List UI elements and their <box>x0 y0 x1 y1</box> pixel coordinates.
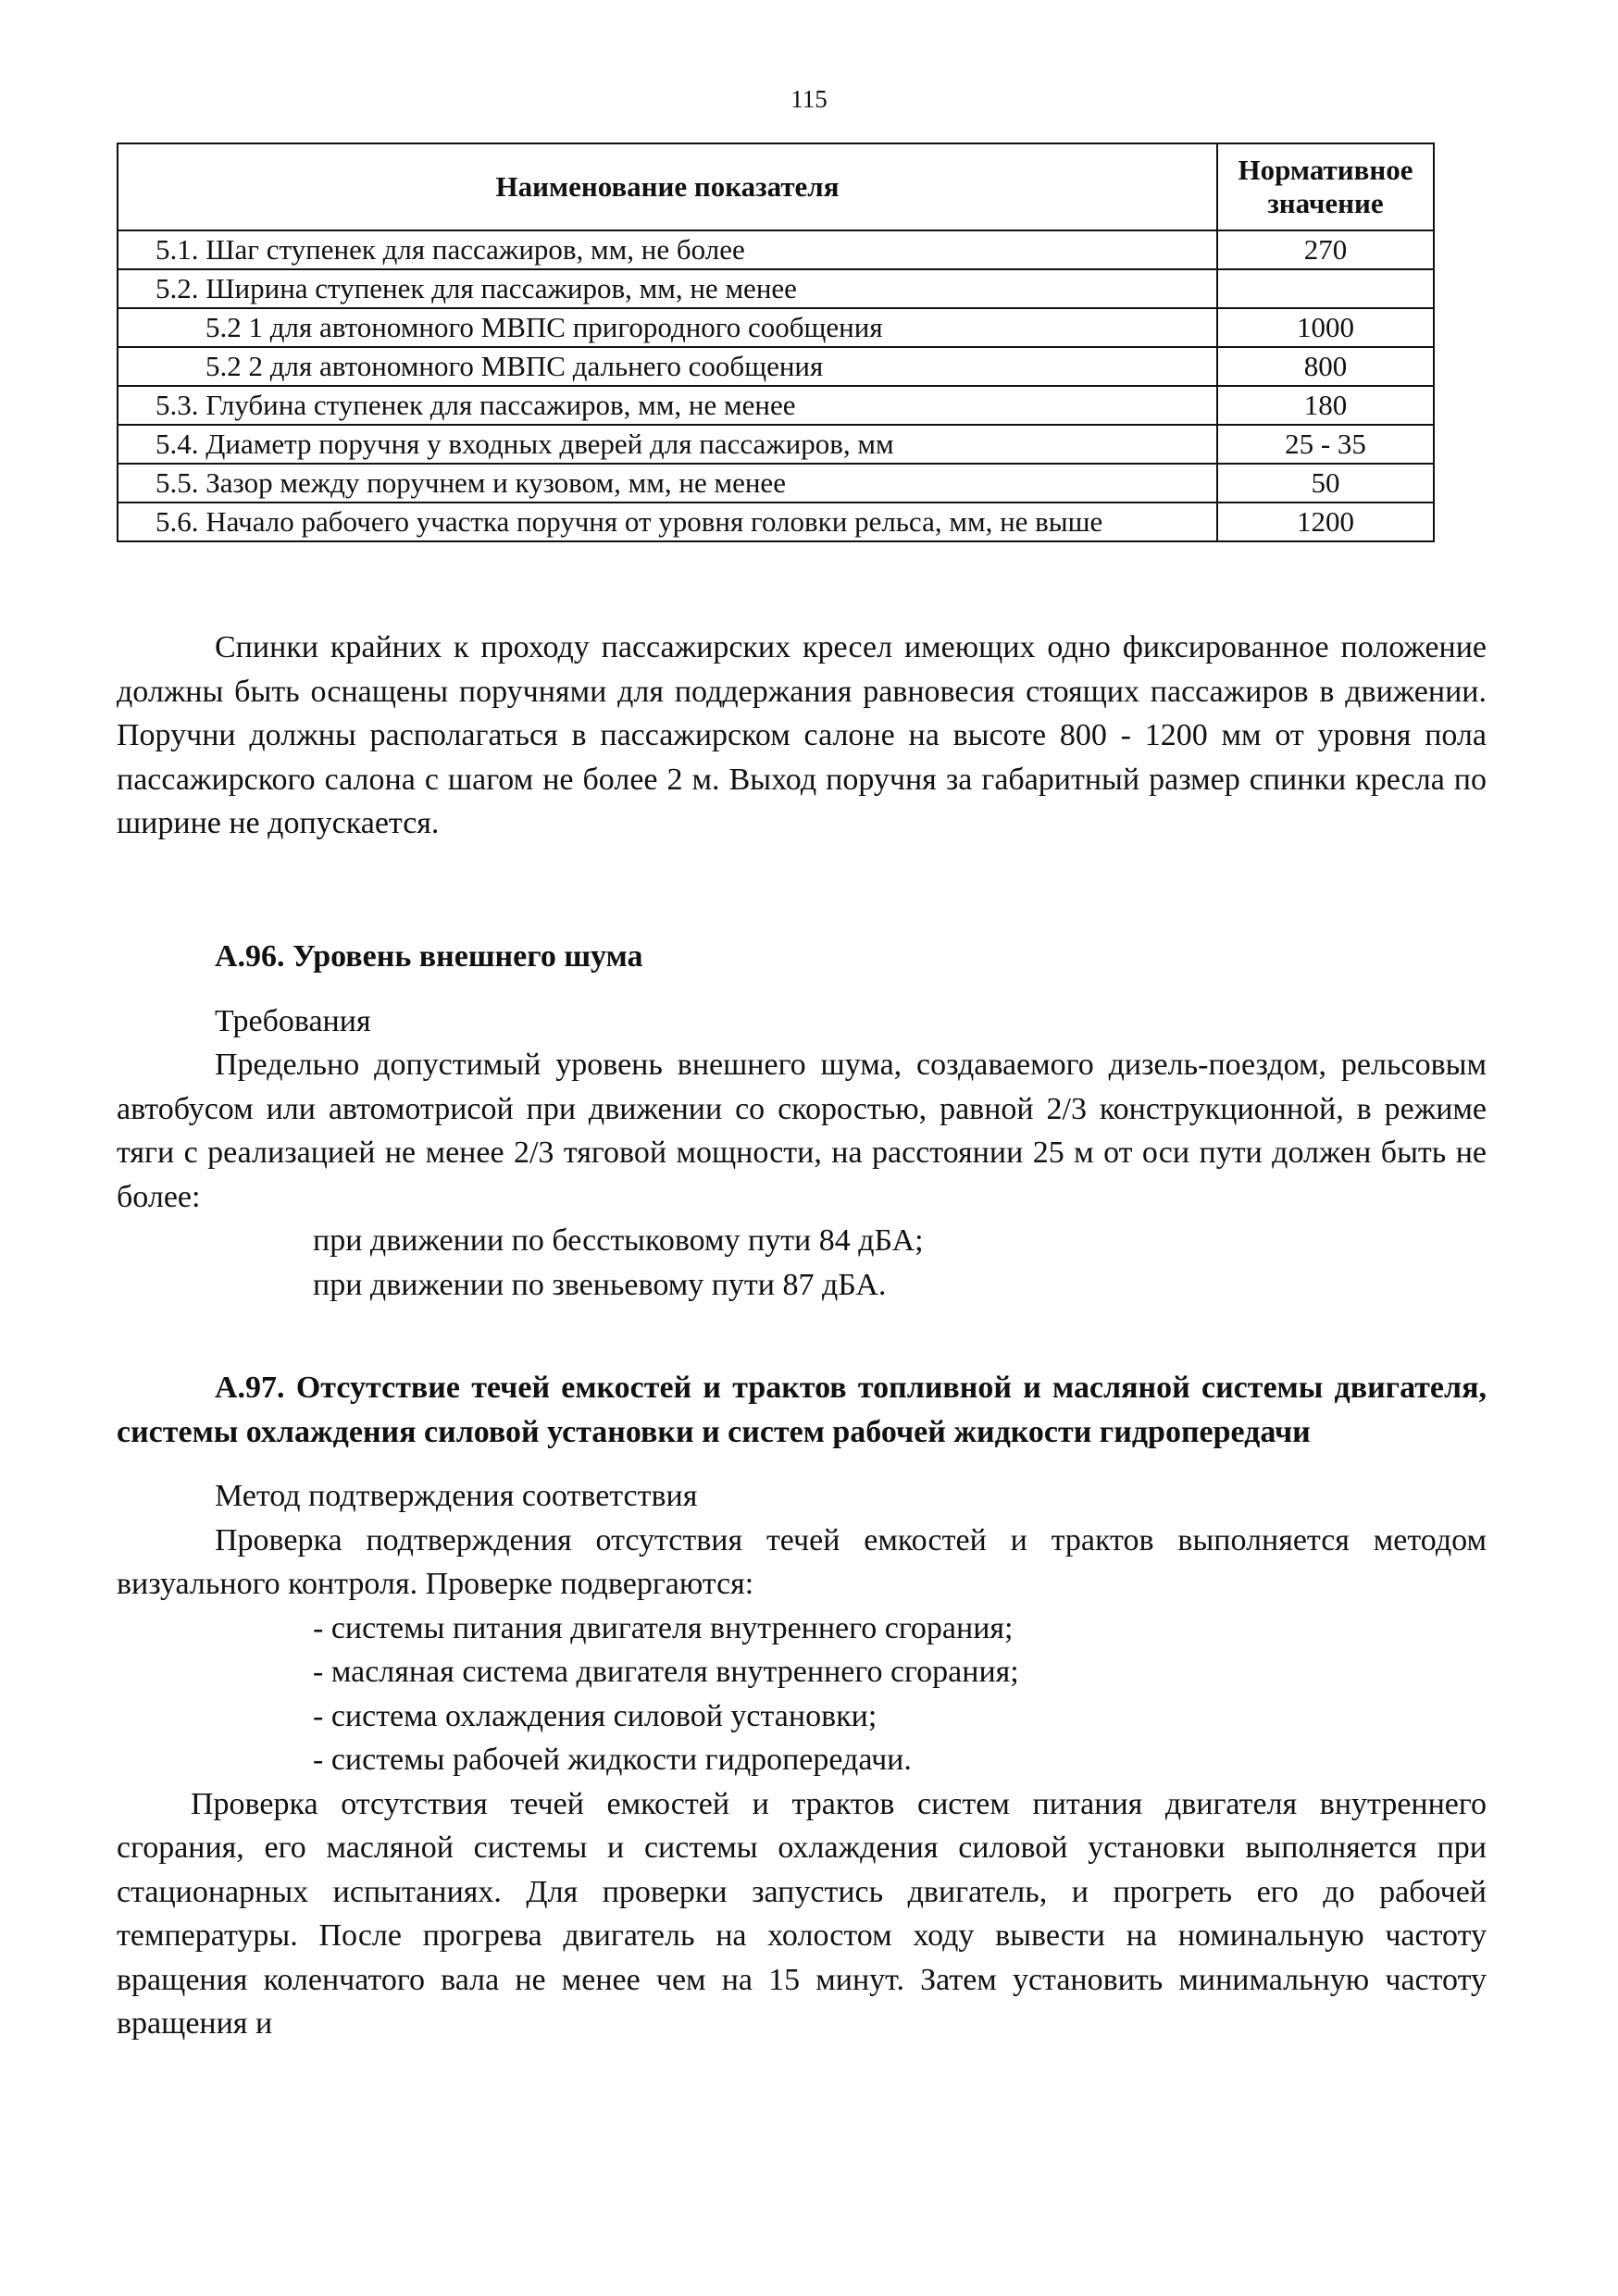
table-cell-name: 5.2 2 для автономного МВПС дальнего сообщения <box>118 347 1217 386</box>
page-number: 115 <box>790 85 828 113</box>
table-row <box>118 269 1434 308</box>
table-cell-value: 1000 <box>1217 308 1434 347</box>
table-cell-name: 5.4. Диаметр поручня у входных дверей для пассажиров, мм <box>118 425 1217 464</box>
table-cell-value: 1200 <box>1217 503 1434 541</box>
list-item: при движении по бесстыковому пути 84 дБА; <box>313 1223 924 1258</box>
section-a96-subtitle: Требования <box>215 1003 371 1038</box>
table-row <box>118 230 1434 269</box>
table-header-row <box>118 143 1434 230</box>
table-row <box>118 425 1434 464</box>
handrails-paragraph-block <box>117 626 1487 846</box>
list-item: - системы питания двигателя внутреннего сгорания; <box>313 1610 1014 1645</box>
section-a97 <box>117 1366 1487 2046</box>
table-cell-value: 800 <box>1217 347 1434 386</box>
table-cell-value: 180 <box>1217 386 1434 425</box>
table-row <box>118 386 1434 425</box>
section-a97-title: А.97. Отсутствие течей емкостей и трактов топливной и масляной системы двигателя, системы охлаждения силовой установки и систем рабочей жидкости гидропередачи <box>117 1371 1487 1449</box>
section-a97-text: Проверка подтверждения отсутствия течей емкостей и трактов выполняется методом визуального контроля. Проверке подвергаются: <box>117 1522 1487 1601</box>
section-a96-text: Предельно допустимый уровень внешнего шума, создаваемого дизель-поездом, рельсовым автобусом или автомотрисой при движении со скоростью, равной 2/3 конструкционной, в режиме тяги с реализацией не менее 2/3 тяговой мощности, на расстоянии 25 м от оси пути должен быть не более: <box>117 1048 1487 1214</box>
table-cell-name: 5.1. Шаг ступенек для пассажиров, мм, не более <box>118 230 1217 269</box>
table-cell-name: 5.3. Глубина ступенек для пассажиров, мм, не менее <box>118 386 1217 425</box>
table-cell-name: 5.2 1 для автономного МВПС пригородного сообщения <box>118 308 1217 347</box>
table-cell-value: 50 <box>1217 464 1434 503</box>
table-header-value: Нормативное значение <box>1217 143 1434 230</box>
table-header-name: Наименование показателя <box>118 143 1217 230</box>
table-cell-value <box>1217 269 1434 308</box>
list-item: - системы рабочей жидкости гидропередачи. <box>313 1743 912 1777</box>
table-cell-name: 5.2. Ширина ступенек для пассажиров, мм, не менее <box>118 269 1217 308</box>
table-cell-value: 25 - 35 <box>1217 425 1434 464</box>
list-item: при движении по звеньевому пути 87 дБА. <box>313 1267 887 1302</box>
handrails-paragraph: Спинки крайних к проходу пассажирских кресел имеющих одно фиксированное положение должны быть оснащены поручнями для поддержания равновесия стоящих пассажиров в движении. Поручни должны располагаться в пассажирском салоне на высоте 800 - 1200 мм от уровня пола пассажирского салона с шагом не более 2 м. Выход поручня за габаритный размер спинки кресла по ширине не допускается. <box>117 630 1487 840</box>
table-row <box>118 503 1434 541</box>
table-cell-name: 5.6. Начало рабочего участка поручня от уровня головки рельса, мм, не выше <box>118 503 1217 541</box>
section-a96-title: А.96. Уровень внешнего шума <box>215 939 643 974</box>
table-cell-name: 5.5. Зазор между поручнем и кузовом, мм, не менее <box>118 464 1217 503</box>
list-item: - система охлаждения силовой установки; <box>313 1698 877 1733</box>
section-a97-subtitle: Метод подтверждения соответствия <box>215 1479 698 1513</box>
section-a96 <box>117 935 1487 1307</box>
table-row <box>118 347 1434 386</box>
table-cell-value: 270 <box>1217 230 1434 269</box>
list-item: - масляная система двигателя внутреннего сгорания; <box>313 1655 1019 1689</box>
section-a97-text-2: Проверка отсутствия течей емкостей и трактов систем питания двигателя внутреннего сгорания, его масляной системы и системы охлаждения силовой установки выполняется при стационарных испытаниях. Для проверки запустись двигатель, и прогреть его до рабочей температуры. После прогрева двигатель на холостом ходу вывести на номинальную частоту вращения коленчатого вала не менее чем на 15 минут. Затем установить минимальную частоту вращения и <box>117 1786 1487 2041</box>
table-row <box>118 308 1434 347</box>
indicators-table <box>117 143 1435 542</box>
table-row <box>118 464 1434 503</box>
